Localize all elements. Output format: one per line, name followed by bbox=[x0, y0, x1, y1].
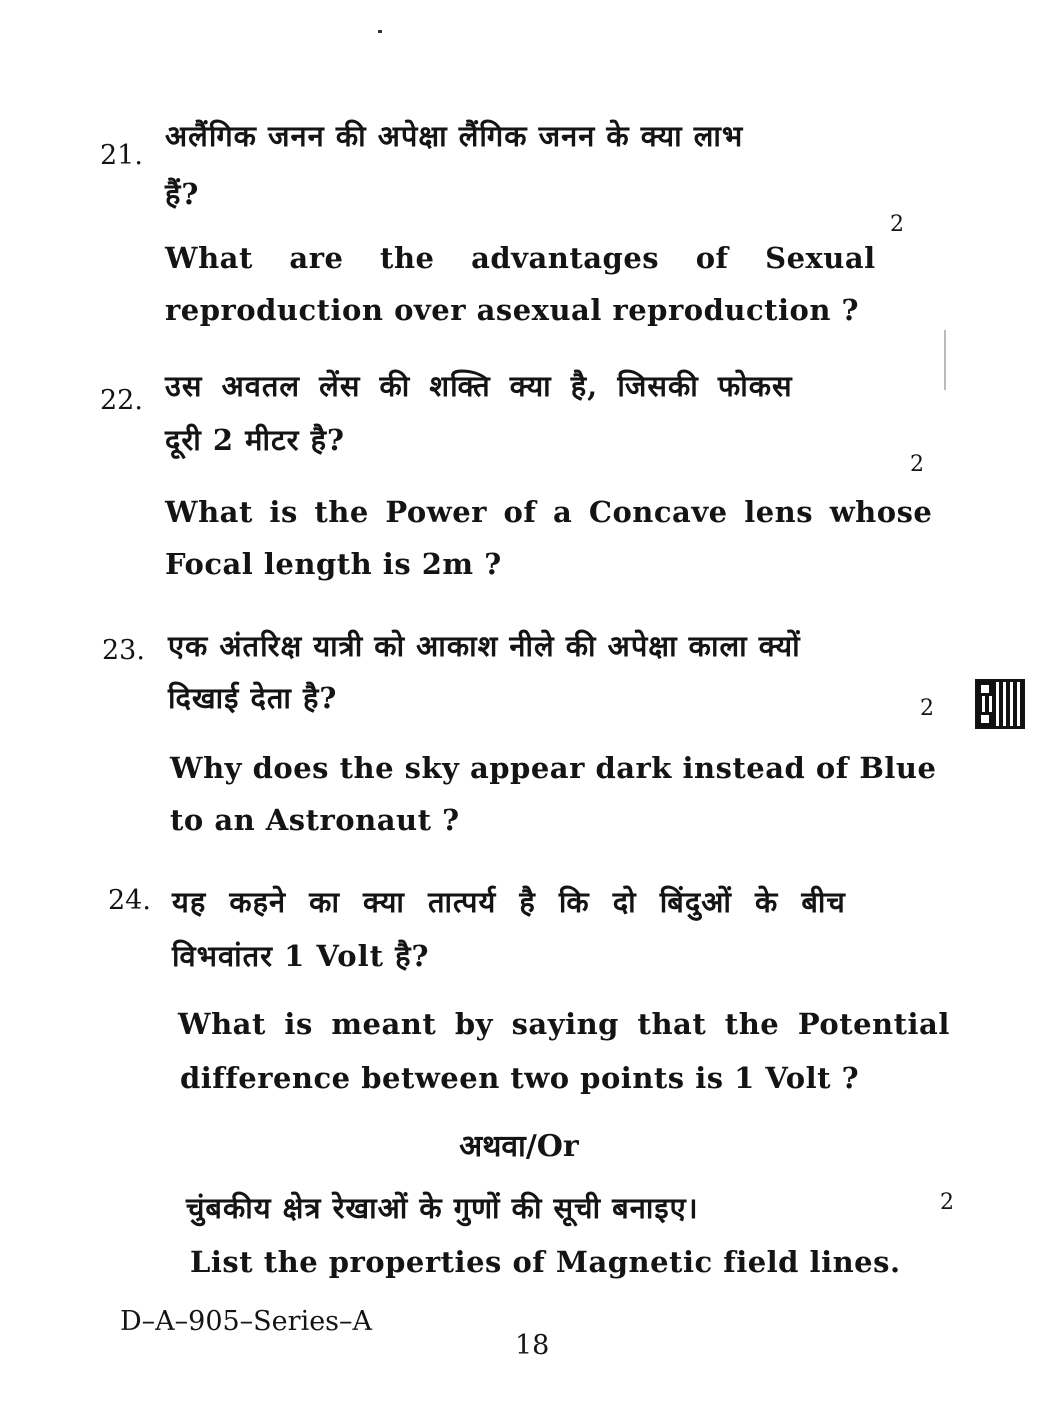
question-hindi-line-2: दूरी 2 मीटर है? bbox=[165, 423, 345, 457]
question-english-line-1: What is meant by saying that the Potential bbox=[178, 1007, 950, 1041]
question-number: 22. bbox=[100, 385, 143, 416]
or-heading: अथवा/Or bbox=[459, 1129, 579, 1164]
paper-code: D–A–905–Series–A bbox=[120, 1306, 373, 1337]
question-hindi-line-2: विभवांतर 1 Volt है? bbox=[172, 939, 430, 973]
question-hindi-line-2: दिखाई देता है? bbox=[168, 681, 338, 715]
question-english-line-1: What is the Power of a Concave lens whose bbox=[165, 495, 933, 529]
or-question-hindi: चुंबकीय क्षेत्र रेखाओं के गुणों की सूची बनाइए। bbox=[186, 1191, 699, 1225]
question-hindi-line-2: हैं? bbox=[165, 177, 200, 211]
question-hindi-line-1: एक अंतरिक्ष यात्री को आकाश नीले की अपेक्षा काला क्यों bbox=[168, 629, 801, 663]
question-hindi-line-1: उस अवतल लेंस की शक्ति क्या है, जिसकी फोकस bbox=[165, 369, 793, 403]
or-question-marks: 2 bbox=[940, 1190, 954, 1215]
qr-code bbox=[975, 679, 1025, 729]
question-marks: 2 bbox=[920, 696, 934, 721]
question-english-line-1: Why does the sky appear dark instead of Blue bbox=[170, 751, 937, 785]
question-marks: 2 bbox=[890, 212, 904, 237]
question-english-line-2: to an Astronaut ? bbox=[170, 803, 460, 837]
question-number: 24. bbox=[108, 885, 151, 916]
question-number: 21. bbox=[100, 140, 143, 171]
question-english-line-2: difference between two points is 1 Volt ? bbox=[180, 1061, 860, 1095]
question-english-line-2: reproduction over asexual reproduction ? bbox=[165, 293, 860, 327]
question-marks: 2 bbox=[910, 452, 924, 477]
stray-mark bbox=[378, 30, 382, 33]
question-number: 23. bbox=[102, 635, 145, 666]
question-english-line-2: Focal length is 2m ? bbox=[165, 547, 502, 581]
question-english-line-1: What are the advantages of Sexual bbox=[165, 241, 876, 275]
scan-edge bbox=[944, 330, 946, 390]
or-question-english: List the properties of Magnetic field lines. bbox=[190, 1245, 901, 1279]
page-number: 18 bbox=[515, 1330, 550, 1361]
question-hindi-line-1: अलैंगिक जनन की अपेक्षा लैंगिक जनन के क्या लाभ bbox=[165, 119, 744, 153]
question-hindi-line-1: यह कहने का क्या तात्पर्य है कि दो बिंदुओं के बीच bbox=[172, 885, 846, 919]
